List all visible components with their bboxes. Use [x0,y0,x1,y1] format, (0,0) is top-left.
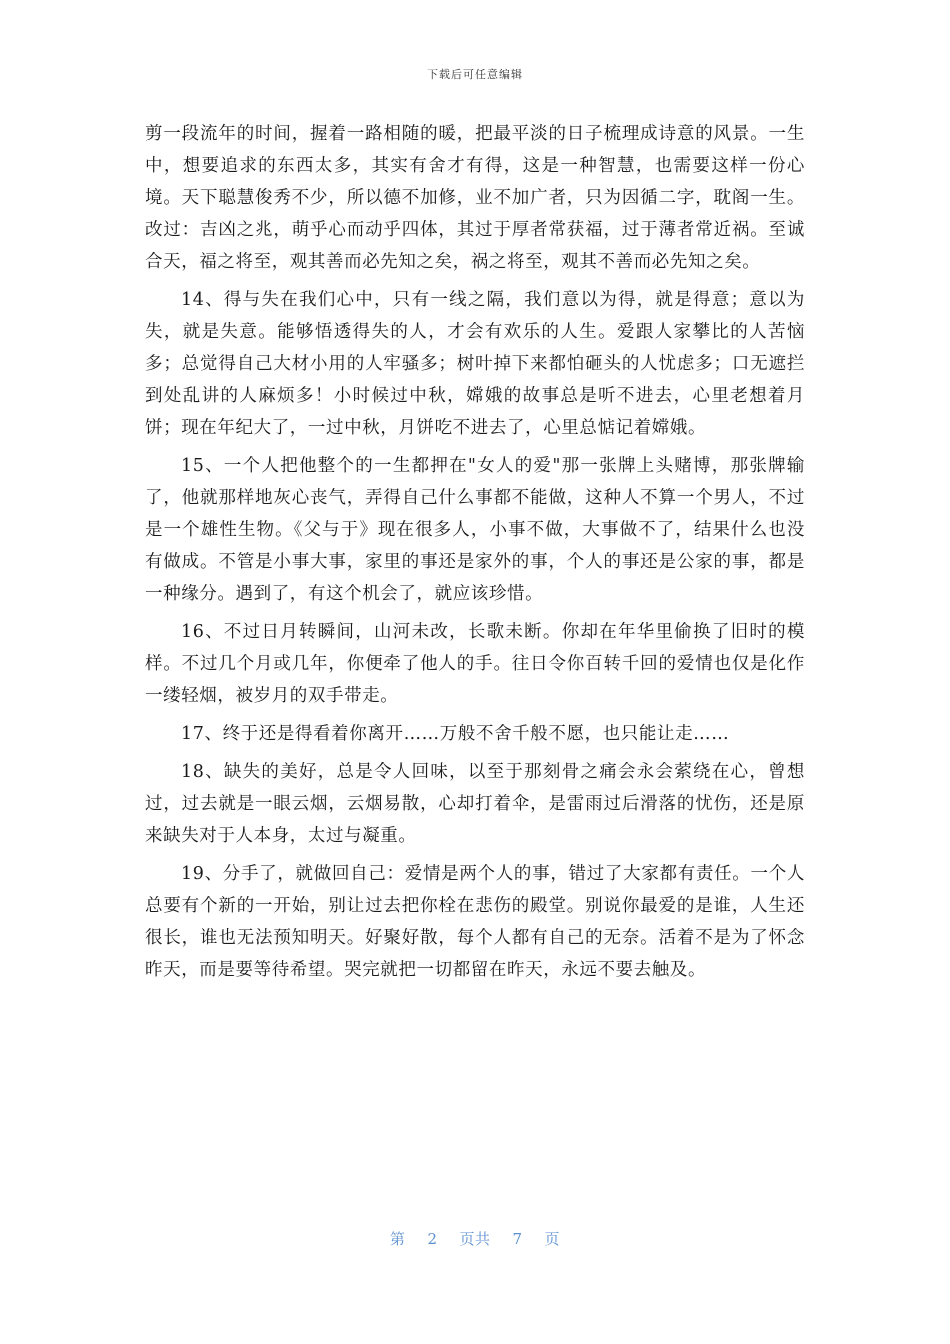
paragraph-18: 18、缺失的美好，总是令人回味，以至于那刻骨之痛会永会萦绕在心，曾想过，过去就是一眼云烟，云烟易散，心却打着伞，是雷雨过后滑落的忧伤，还是原来缺失对于人本身，太过与凝重。 [145,762,805,846]
document-body [145,118,805,992]
page-header: 下载后可任意编辑 [427,68,523,81]
current-page-number: 2 [427,1230,438,1248]
paragraph-intro: 剪一段流年的时间，握着一路相随的暖，把最平淡的日子梳理成诗意的风景。一生中，想要追求的东西太多，其实有舍才有得，这是一种智慧，也需要这样一份心境。天下聪慧俊秀不少，所以德不加修，业不加广者，只为因循二字，耽阁一生。改过：吉凶之兆，萌乎心而动乎四体，其过于厚者常获福，过于薄者常近祸。至诚合天，福之将至，观其善而必先知之矣，祸之将至，观其不善而必先知之矣。 [145,124,805,272]
page-footer-middle: 页共 [459,1230,491,1248]
page-footer-suffix: 页 [544,1230,561,1248]
paragraph-16: 16、不过日月转瞬间，山河未改，长歌未断。你却在年华里偷换了旧时的模样。不过几个月或几年，你便牵了他人的手。往日令你百转千回的爱情也仅是化作一缕轻烟，被岁月的双手带走。 [145,622,805,706]
total-pages-number: 7 [512,1230,523,1248]
paragraph-17: 17、终于还是得看着你离开……万般不舍千般不愿，也只能让走…… [181,724,730,744]
paragraph-19: 19、分手了，就做回自己：爱情是两个人的事，错过了大家都有责任。一个人总要有个新的一开始，别让过去把你栓在悲伤的殿堂。别说你最爱的是谁，人生还很长，谁也无法预知明天。好聚好散，每个人都有自己的无奈。活着不是为了怀念昨天，而是要等待希望。哭完就把一切都留在昨天，永远不要去触及。 [145,864,805,980]
paragraph-14: 14、得与失在我们心中，只有一线之隔，我们意以为得，就是得意；意以为失，就是失意。能够悟透得失的人，才会有欢乐的人生。爱跟人家攀比的人苦恼多；总觉得自己大材小用的人牢骚多；树叶掉下来都怕砸头的人忧虑多；口无遮拦到处乱讲的人麻烦多！小时候过中秋，嫦娥的故事总是听不进去，心里老想着月饼；现在年纪大了，一过中秋，月饼吃不进去了，心里总惦记着嫦娥。 [145,290,805,438]
paragraph-15: 15、一个人把他整个的一生都押在"女人的爱"那一张牌上头赌博，那张牌输了，他就那样地灰心丧气，弄得自己什么事都不能做，这种人不算一个男人，不过是一个雄性生物。《父与于》现在很多人，小事不做，大事做不了，结果什么也没有做成。不管是小事大事，家里的事还是家外的事，个人的事还是公家的事，都是一种缘分。遇到了，有这个机会了，就应该珍惜。 [145,456,805,604]
page-footer [0,1228,950,1249]
page-footer-prefix: 第 [389,1230,406,1248]
